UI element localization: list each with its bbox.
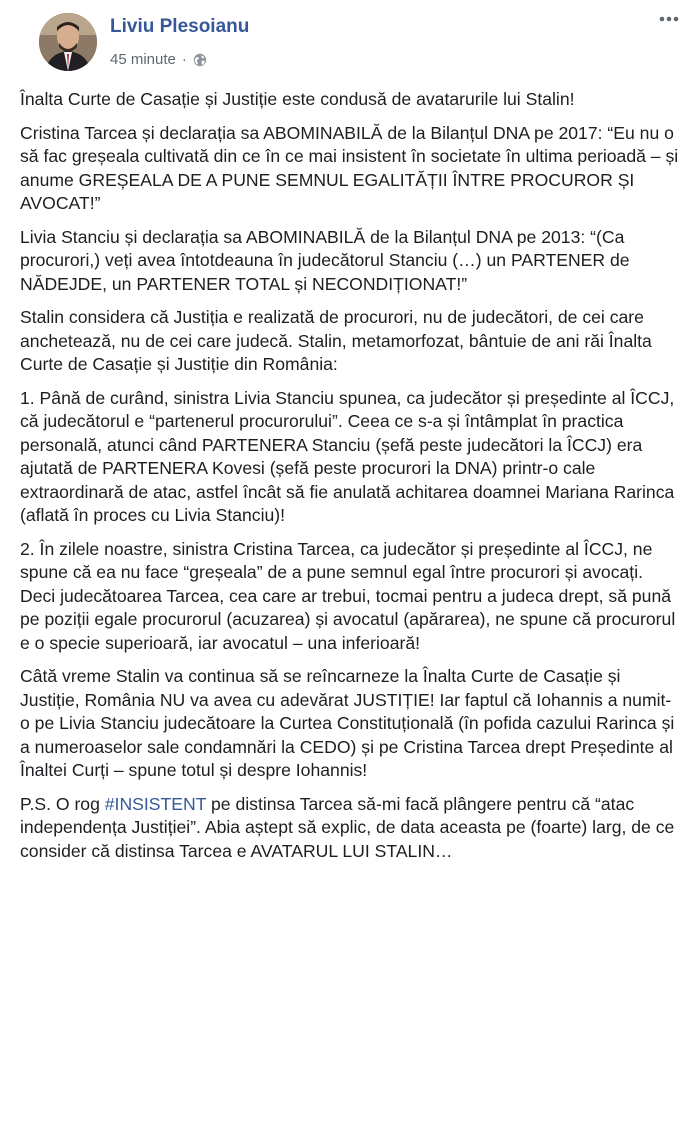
post-paragraph: 1. Până de curând, sinistra Livia Stanciu spunea, ca judecător și președinte al ÎCCJ, că judecătorul e “partenerul procurorului”. Ceea ce s-a și întâmplat în practica personală, atunci când PARTENERA Stanciu (șefă peste judecători la ÎCCJ) era ajutată de PARTENERA Kovesi (șefă peste procurori la DNA) printr-o cale extraordinară de atac, astfel încât să fie anulată achitarea doamnei Mariana Rarinca (aflată în proces cu Livia Stanciu)! xyxy=(20,387,675,525)
post-paragraph: Câtă vreme Stalin va continua să se reîncarneze la Înalta Curte de Casație și Justiție, România NU va avea cu adevărat JUSTIȚIE! Iar faptul că Iohannis a numit-o pe Livia Stanciu judecătoare la Curtea Constituțională (în pofida cazului Rarinca și a numeroaselor sale condamnări la CEDO) și pe Cristina Tarcea drept Președinte al Înaltei Curți – spune totul și despre Iohannis! xyxy=(20,666,675,780)
post-time[interactable]: 45 minute xyxy=(110,51,176,68)
ps-text-end: pe distinsa Tarcea să-mi facă plângere pentru că “atac independența Justiției”. Abia aștept să explic, de data aceasta pe (foarte) larg, de ce consider că distinsa Tarcea e AVATARUL LUI STALIN… xyxy=(20,793,675,861)
post-paragraph: Înalta Curte de Casație și Justiție este condusă de avatarurile lui Stalin! xyxy=(20,89,575,109)
globe-icon[interactable] xyxy=(193,53,207,67)
post-paragraph: 2. În zilele noastre, sinistra Cristina Tarcea, ca judecător și președinte al ÎCCJ, ne spune că ea nu face “greșeala” de a pune semnul egal între procurori și avocați. Deci judecătoarea Tarcea, cea care ar trebui, tocmai pentru a judeca drept, să pună pe poziții egale procurorul (acuzarea) și avocatul (apărarea), ne spune că procurorul e o specie superioară, iar avocatul – una inferioară! xyxy=(20,538,676,653)
avatar-photo xyxy=(39,13,97,71)
meta-separator: · xyxy=(181,51,187,68)
post-paragraph: Livia Stanciu și declarația sa ABOMINABILĂ de la Bilanțul DNA pe 2013: “(Ca procurori,) veți avea întotdeauna în judecătorul Stanciu (…) un PARTENER de NĂDEJDE, un PARTENER TOTAL și NECONDIȚIONAT!” xyxy=(20,226,630,294)
hashtag-link[interactable]: #INSISTENT xyxy=(104,793,207,814)
post-body xyxy=(20,88,680,863)
author-name[interactable]: Liviu Plesoianu xyxy=(110,16,250,37)
avatar[interactable] xyxy=(39,13,97,71)
more-horizontal-icon[interactable] xyxy=(658,12,680,26)
post-paragraph: Cristina Tarcea și declarația sa ABOMINABILĂ de la Bilanțul DNA pe 2017: “Eu nu o să fac greșeala cultivată din ce în ce mai insistent în societate în ultima perioadă – și anume GREȘEALA DE A PUNE SEMNUL EGALITĂȚII ÎNTRE PROCUROR ȘI AVOCAT!” xyxy=(20,122,679,213)
post-paragraph: Stalin considera că Justiția e realizată de procurori, nu de judecători, de cei care anchetează, nu de cei care judecă. Stalin, metamorfozat, bântuie de ani răi Înalta Curte de Casație și Justiție din România: xyxy=(20,307,652,374)
post-ps-paragraph xyxy=(20,793,680,864)
ps-text-start: P.S. O rog xyxy=(20,793,105,814)
post-meta xyxy=(110,51,207,68)
post-header xyxy=(20,0,680,82)
